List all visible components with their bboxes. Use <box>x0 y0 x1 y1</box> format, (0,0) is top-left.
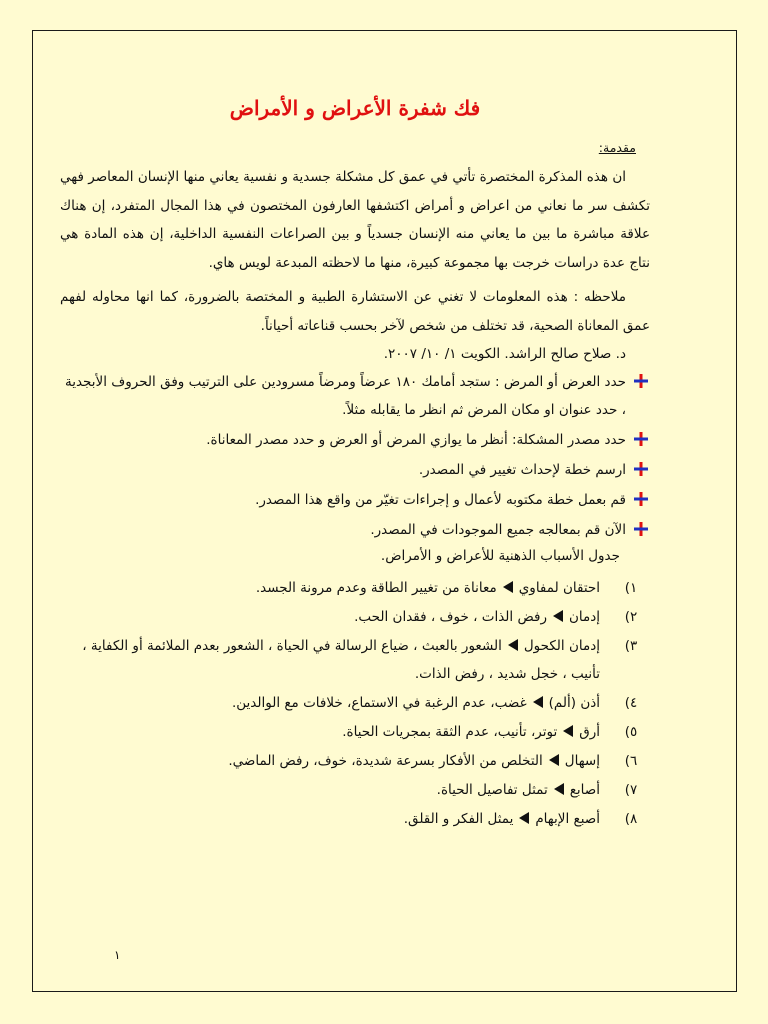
list-item-text: قم بعمل خطة مكتوبه لأعمال و إجراءات تغيّر من واقع هذا المصدر. <box>255 492 626 508</box>
row-term: إسهال <box>564 753 600 769</box>
row-term: أرق <box>579 724 600 740</box>
causes-table <box>60 574 650 833</box>
left-triangle-icon <box>533 696 543 708</box>
left-triangle-icon <box>554 783 564 795</box>
row-cause: يمثل الفكر و القلق. <box>403 811 514 827</box>
table-row <box>60 632 650 688</box>
list-item-text: حدد العرض أو المرض : ستجد أمامك ١٨٠ عرضاً ومرضاً مسرودين على الترتيب وفق الحروف الأبجدية ، حدد عنوان او مكان المرض ثم انظر ما يقابله مثلاً. <box>64 374 626 418</box>
row-cause: التخلص من الأفكار بسرعة شديدة، خوف، رفض الماضي. <box>228 753 543 769</box>
left-triangle-icon <box>519 812 529 824</box>
list-item <box>60 486 650 514</box>
row-number: ٥) <box>624 724 638 740</box>
row-term: إدمان <box>568 609 600 625</box>
intro-paragraph <box>60 163 650 277</box>
row-number: ٣) <box>624 638 638 654</box>
intro-label: مقدمة: <box>598 140 636 155</box>
intro-text: ان هذه المذكرة المختصرة تأتي في عمق كل مشكلة جسدية و نفسية يعاني منها الإنسان المعاصر فهي تكشف سر ما نعاني من اعراض و أمراض اكتشفها العارفون المختصون في هذا المجال المتفرد، إن هناك علاقة مباشرة ما بين ما يعاني منه الإنسان جسدياً و بين الصراعات النفسية الداخلية، إن هذه المادة هي نتاج عدة دراسات خرجت بها مجموعة كبيرة، منها ما لاحظته المبدعة لويس هاي. <box>60 169 650 271</box>
list-item <box>60 426 650 454</box>
row-number: ٨) <box>624 811 638 827</box>
row-cause: تمثل تفاصيل الحياة. <box>436 782 548 798</box>
row-number: ٦) <box>624 753 638 769</box>
list-item <box>60 368 650 424</box>
row-term: أصبع الإبهام <box>535 811 600 827</box>
plus-bullet-icon <box>632 368 650 396</box>
row-number: ٧) <box>624 782 638 798</box>
row-text <box>60 718 612 746</box>
plus-bullet-icon <box>632 486 650 514</box>
list-item <box>60 516 650 544</box>
table-row <box>60 747 650 775</box>
row-number: ٤) <box>624 695 638 711</box>
row-term: أصابع <box>569 782 600 798</box>
table-row <box>60 603 650 631</box>
row-text <box>60 776 612 804</box>
page-number: ١ <box>114 948 121 962</box>
signature-line: د. صلاح صالح الراشد. الكويت ١/ ١٠/ ٢٠٠٧. <box>383 346 626 362</box>
row-term: أذن (ألم) <box>548 695 600 711</box>
steps-list <box>60 368 650 544</box>
table-row <box>60 805 650 833</box>
left-triangle-icon <box>563 725 573 737</box>
left-triangle-icon <box>503 581 513 593</box>
left-triangle-icon <box>553 610 563 622</box>
table-row <box>60 689 650 717</box>
table-row <box>60 574 650 602</box>
row-text <box>60 747 612 775</box>
row-cause: معاناة من تغيير الطاقة وعدم مرونة الجسد. <box>255 580 497 596</box>
left-triangle-icon <box>508 639 518 651</box>
row-text <box>60 603 612 631</box>
list-item-text: الآن قم بمعالجه جميع الموجودات في المصدر. <box>370 522 626 538</box>
row-term: إدمان الكحول <box>523 638 600 654</box>
document-title: فك شفرة الأعراض و الأمراض <box>229 96 481 120</box>
row-text <box>60 632 612 688</box>
list-item-text: ارسم خطة لإحداث تغيير في المصدر. <box>418 462 626 478</box>
row-cause: الشعور بالعبث ، ضياع الرسالة في الحياة ، الشعور بعدم الملائمة أو الكفاية ، تأنيب ، خجل شديد ، رفض الذات. <box>82 638 600 682</box>
table-title: جدول الأسباب الذهنية للأعراض و الأمراض. <box>380 548 620 564</box>
note-paragraph <box>60 283 650 340</box>
row-cause: غضب، عدم الرغبة في الاستماع، خلافات مع الوالدين. <box>231 695 527 711</box>
note-text: ملاحظه : هذه المعلومات لا تغني عن الاستشارة الطبية و المختصة بالضرورة، كما انها محاوله لفهم عمق المعاناة الصحية، قد تختلف من شخص لآخر بحسب قناعاته أحياناً. <box>60 289 650 334</box>
left-triangle-icon <box>549 754 559 766</box>
table-row <box>60 776 650 804</box>
document-body <box>60 96 650 834</box>
row-text <box>60 574 612 602</box>
plus-bullet-icon <box>632 426 650 454</box>
row-number: ٢) <box>624 609 638 625</box>
row-cause: رفض الذات ، خوف ، فقدان الحب. <box>354 609 547 625</box>
list-item-text: حدد مصدر المشكلة: أنظر ما يوازي المرض أو العرض و حدد مصدر المعاناة. <box>206 432 626 448</box>
plus-bullet-icon <box>632 456 650 484</box>
row-text <box>60 805 612 833</box>
row-term: احتقان لمفاوي <box>518 580 600 596</box>
table-row <box>60 718 650 746</box>
row-cause: توتر، تأنيب، عدم الثقة بمجريات الحياة. <box>342 724 558 740</box>
list-item <box>60 456 650 484</box>
row-number: ١) <box>624 580 638 596</box>
plus-bullet-icon <box>632 516 650 544</box>
row-text <box>60 689 612 717</box>
